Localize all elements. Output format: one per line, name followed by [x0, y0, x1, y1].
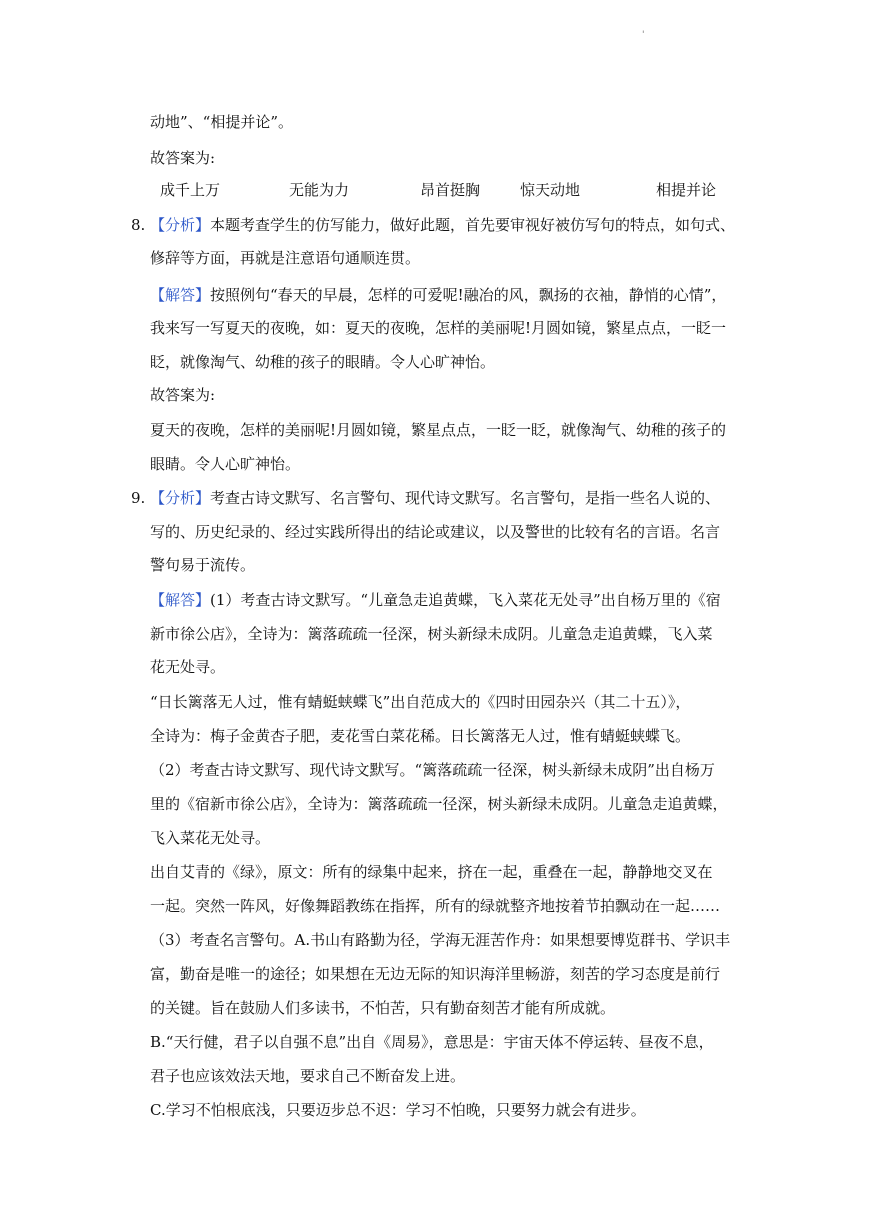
question-number-9: 9.: [131, 489, 146, 507]
solution-tag: 【解答】: [150, 591, 211, 609]
question-number-8: 8.: [131, 216, 146, 234]
analysis-tag: 【分析】: [150, 489, 211, 507]
q9-solution-line-3: 花无处寻。: [150, 658, 226, 676]
q9-solution-line-10: 一起。突然一阵风，好像舞蹈教练在指挥，所有的绿就整齐地按着节拍飘动在一起……: [150, 897, 721, 915]
q8-analysis-line-1: 【分析】本题考查学生的仿写能力，做好此题，首先要审视好被仿写句的特点，如句式、: [150, 216, 736, 234]
page-marker: ': [642, 30, 645, 40]
q9-solution-line-14: B.“天行健，君子以自强不息”出自《周易》，意思是：宇宙天体不停运转、昼夜不息，: [150, 1033, 714, 1051]
q9-solution-line-15: 君子也应该效法天地，要求自己不断奋发上进。: [150, 1067, 466, 1085]
q8-solution-line-1: 【解答】按照例句“春天的早晨，怎样的可爱呢!融冶的风，飘扬的衣袖，静悄的心情”，: [150, 286, 727, 304]
q8-answer-line-1: 夏天的夜晚，怎样的美丽呢!月圆如镜，繁星点点，一眨一眨，就像淘气、幼稚的孩子的: [150, 421, 727, 439]
answer-word-2: 无能为力: [289, 181, 350, 199]
answer-word-5: 相提并论: [656, 181, 717, 199]
q9-solution-line-2: 新市徐公店》，全诗为：篱落疏疏一径深，树头新绿未成阴。儿童急走追黄蝶，飞入菜: [150, 625, 713, 643]
q9-solution-line-12: 富，勤奋是唯一的途径；如果想在无边无际的知识海洋里畅游，刻苦的学习态度是前行: [150, 965, 721, 983]
q9-solution-line-6: （2）考查古诗文默写、现代诗文默写。“篱落疏疏一径深，树头新绿未成阴”出自杨万: [150, 761, 715, 779]
answer-word-3: 昂首挺胸: [420, 181, 481, 199]
q9-solution-line-13: 的关键。旨在鼓励人们多读书，不怕苦，只有勤奋刻苦才能有所成就。: [150, 999, 616, 1017]
answer-word-1: 成千上万: [160, 181, 221, 199]
q8-solution-line-2: 我来写一写夏天的夜晚，如：夏天的夜晚，怎样的美丽呢!月圆如镜，繁星点点，一眨一: [150, 319, 727, 337]
q9-solution-line-7: 里的《宿新市徐公店》，全诗为：篱落疏疏一径深，树头新绿未成阴。儿童急走追黄蝶，: [150, 795, 728, 813]
q9-solution-line-1: 【解答】(1）考查古诗文默写。“儿童急走追黄蝶，飞入菜花无处寻”出自杨万里的《宿: [150, 591, 721, 609]
analysis-tag: 【分析】: [150, 216, 211, 234]
q9-solution-line-9: 出自艾青的《绿》，原文：所有的绿集中起来，挤在一起，重叠在一起，静静地交叉在: [150, 863, 713, 881]
q8-solution-line-3: 眨，就像淘气、幼稚的孩子的眼睛。令人心旷神怡。: [150, 353, 496, 371]
q8-answer-intro: 故答案为:: [150, 386, 216, 404]
q7-answer-intro: 故答案为:: [150, 149, 216, 167]
solution-tag: 【解答】: [150, 286, 211, 304]
q9-solution-line-11: （3）考查名言警句。A.书山有路勤为径，学海无涯苦作舟：如果想要博览群书、学识丰: [150, 931, 731, 949]
q9-solution-line-5: 全诗为：梅子金黄杏子肥，麦花雪白菜花稀。日长篱落无人过，惟有蜻蜓蛱蝶飞。: [150, 727, 691, 745]
q8-answer-line-2: 眼睛。令人心旷神怡。: [150, 455, 301, 473]
q9-analysis-line-2: 写的、历史纪录的、经过实践所得出的结论或建议，以及警世的比较有名的言语。名言: [150, 523, 721, 541]
q9-solution-line-8: 飞入菜花无处寻。: [150, 829, 271, 847]
answer-word-4: 惊天动地: [520, 181, 581, 199]
q9-analysis-line-3: 警句易于流传。: [150, 556, 256, 574]
q9-analysis-line-1: 【分析】考查古诗文默写、名言警句、现代诗文默写。名言警句，是指一些名人说的、: [150, 489, 721, 507]
q7-tail-line: 动地”、“相提并论”。: [150, 113, 294, 131]
q9-solution-line-4: “日长篱落无人过，惟有蜻蜓蛱蝶飞”出自范成大的《四时田园杂兴（其二十五）》，: [150, 693, 691, 711]
q8-analysis-line-2: 修辞等方面，再就是注意语句通顺连贯。: [150, 249, 421, 267]
q9-solution-line-16: C.学习不怕根底浅，只要迈步总不迟：学习不怕晚，只要努力就会有进步。: [150, 1101, 646, 1119]
